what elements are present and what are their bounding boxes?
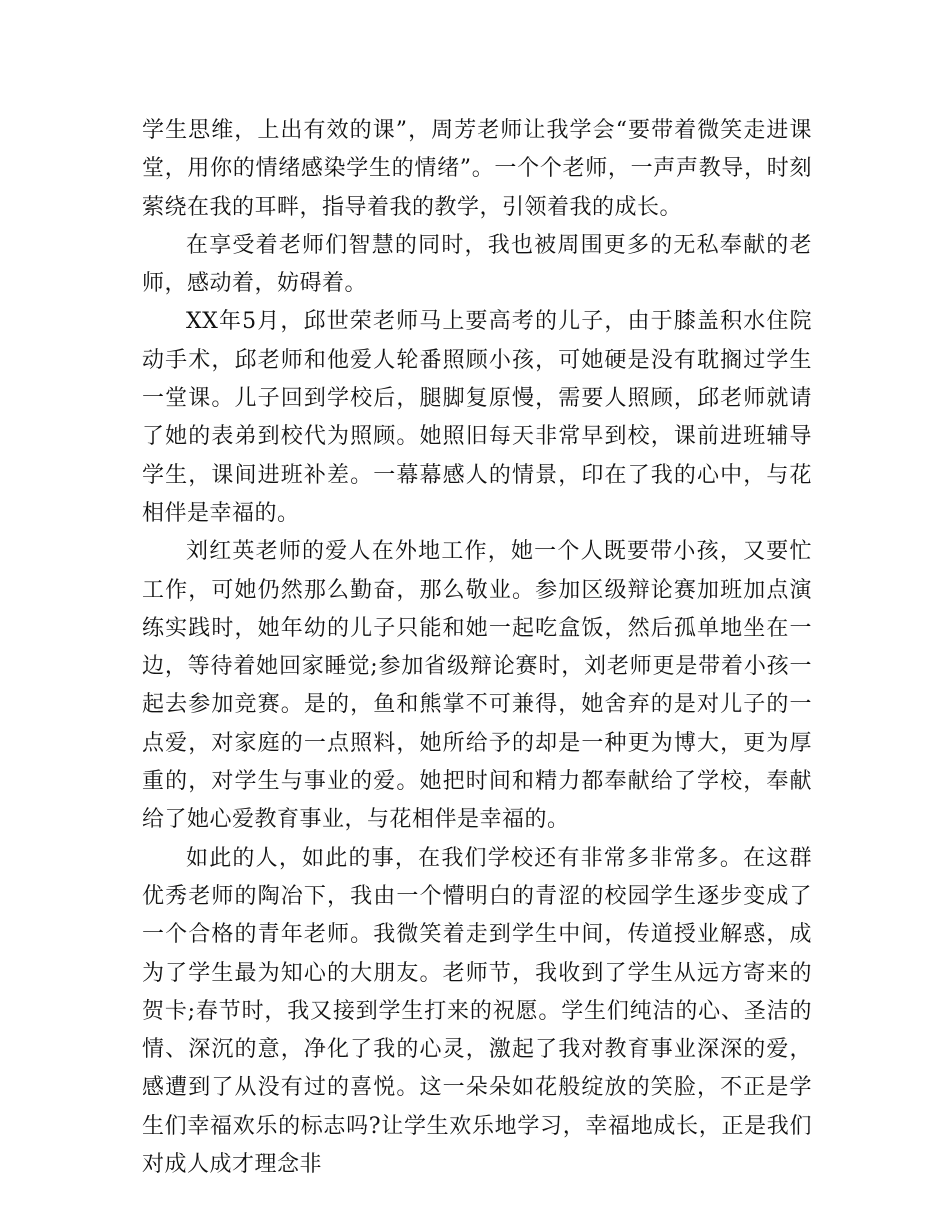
- paragraph-4: 刘红英老师的爱人在外地工作，她一个人既要带小孩，又要忙工作，可她仍然那么勤奋，那么敬业。参加区级辩论赛加班加点演练实践时，她年幼的儿子只能和她一起吃盒饭，然后孤单地坐在一边，等待着她回家睡觉;参加省级辩论赛时，刘老师更是带着小孩一起去参加竞赛。是的，鱼和熊掌不可兼得，她舍弃的是对儿子的一点爱，对家庭的一点照料，她所给予的却是一种更为博大，更为厚重的，对学生与事业的爱。她把时间和精力都奉献给了学校，奉献给了她心爱教育事业，与花相伴是幸福的。: [142, 539, 812, 833]
- paragraph-1: 学生思维，上出有效的课”，周芳老师让我学会“要带着微笑走进课堂，用你的情绪感染学生的情绪”。一个个老师，一声声教导，时刻萦绕在我的耳畔，指导着我的教学，引领着我的成长。: [142, 118, 812, 220]
- document-page: [142, 112, 812, 1184]
- paragraph-5: 如此的人，如此的事，在我们学校还有非常多非常多。在这群优秀老师的陶冶下，我由一个懵明白的青涩的校园学生逐步变成了一个合格的青年老师。我微笑着走到学生中间，传道授业解惑，成为了学生最为知心的大朋友。老师节，我收到了学生从远方寄来的贺卡;春节时，我又接到学生打来的祝愿。学生们纯洁的心、圣洁的情、深沉的意，净化了我的心灵，激起了我对教育事业深深的爱，感遭到了从没有过的喜悦。这一朵朵如花般绽放的笑脸，不正是学生们幸福欢乐的标志吗?让学生欢乐地学习，幸福地成长，正是我们对成人成才理念非: [142, 845, 812, 1178]
- paragraph-3: XX年5月，邱世荣老师马上要高考的儿子，由于膝盖积水住院动手术，邱老师和他爱人轮番照顾小孩，可她硬是没有耽搁过学生一堂课。儿子回到学校后，腿脚复原慢，需要人照顾，邱老师就请了她的表弟到校代为照顾。她照旧每天非常早到校，课前进班辅导学生，课间进班补差。一幕幕感人的情景，印在了我的心中，与花相伴是幸福的。: [142, 309, 812, 526]
- paragraph-2: 在享受着老师们智慧的同时，我也被周围更多的无私奉献的老师，感动着，妨碍着。: [142, 232, 812, 297]
